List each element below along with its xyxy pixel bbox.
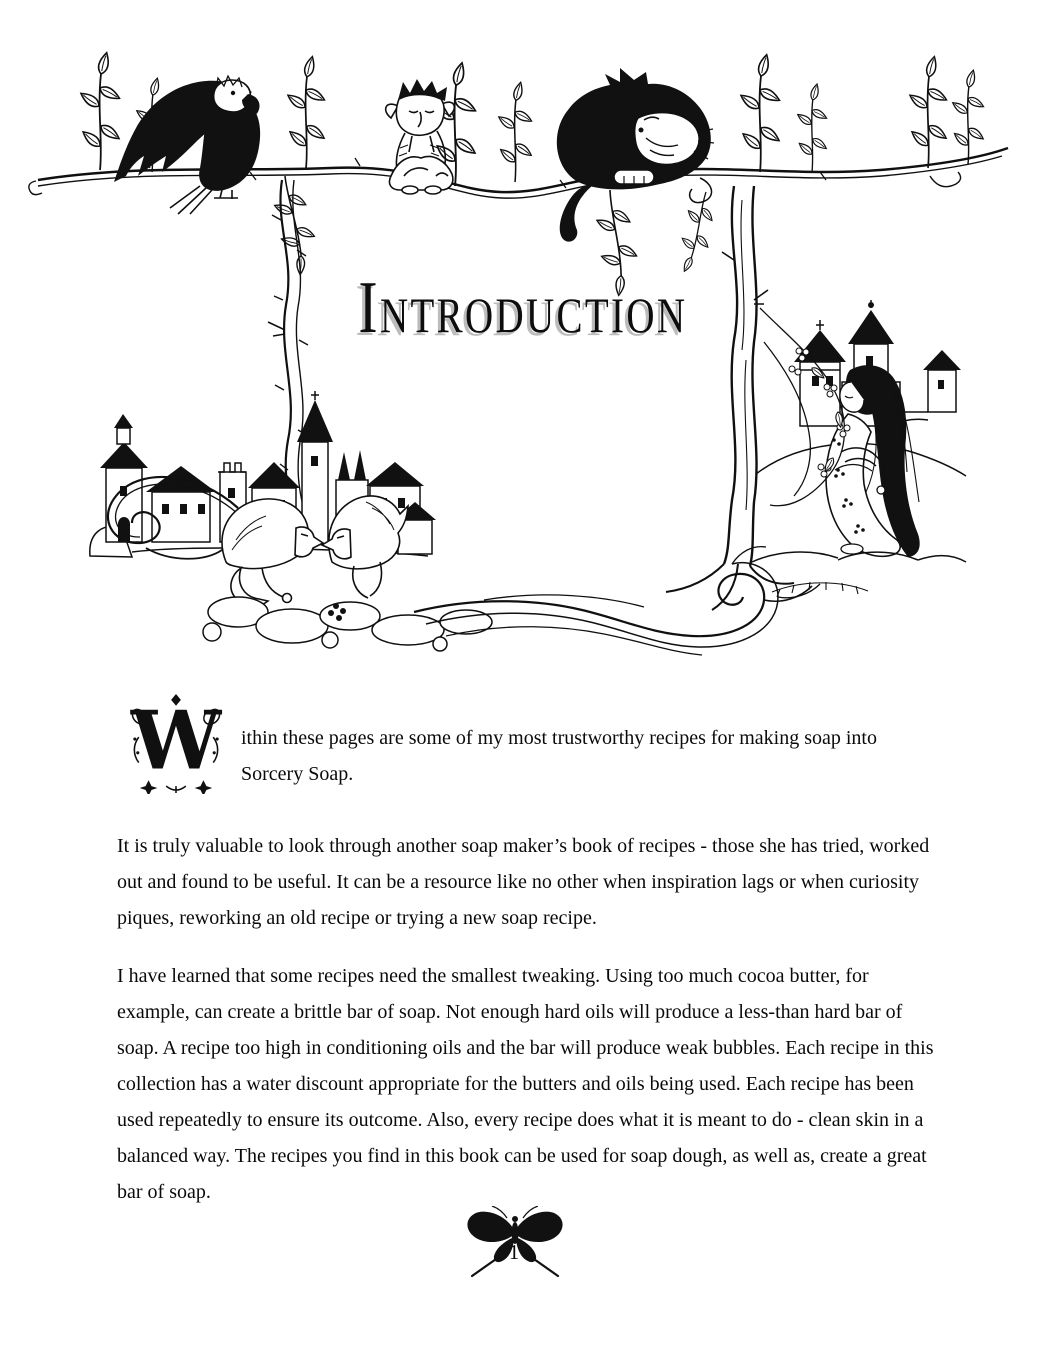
paragraph: I have learned that some recipes need the smallest tweaking. Using too much cocoa butter, for example, can create a brittle bar of soap. Not enough hard oils will produce a less-than hard bar of soap. A recipe too high in conditioning oils and the bar will produce weak bubbles. Each recipe in this collection has a water discount appropriate for the butters and oils being used. Each recipe has been used repeatedly to ensure its outcome. Also, every recipe does what it is meant to do - clean skin in a balanced way. The recipes you find in this book can be used for soap dough, as well as, create a great bar of soap. <box>117 965 934 1203</box>
imp-illustration <box>386 79 455 194</box>
vulture-illustration <box>114 76 260 214</box>
drop-cap-ornament <box>127 690 225 794</box>
page-title-text: INTRODUCTION <box>358 267 688 349</box>
page-number: 1 <box>508 1240 520 1264</box>
paragraph: It is truly valuable to look through another soap maker’s book of recipes - those she has tried, worked out and found to be useful. It can be a resource like no other when inspiration lags or when curiosity piques, reworking an old recipe or trying a new soap recipe. <box>117 835 930 929</box>
paragraph <box>117 690 937 792</box>
drop-cap-letter: W <box>130 693 222 788</box>
root-swirl-illustration <box>414 547 820 655</box>
body-text <box>117 690 937 1210</box>
page-title <box>0 267 1046 349</box>
seated-woman-illustration <box>826 365 920 557</box>
right-trunk-illustration <box>666 186 794 610</box>
right-ground-illustration <box>752 552 966 597</box>
paragraph-text: ithin these pages are some of my most trustworthy recipes for making soap into Sorcery Soap. <box>241 727 877 785</box>
